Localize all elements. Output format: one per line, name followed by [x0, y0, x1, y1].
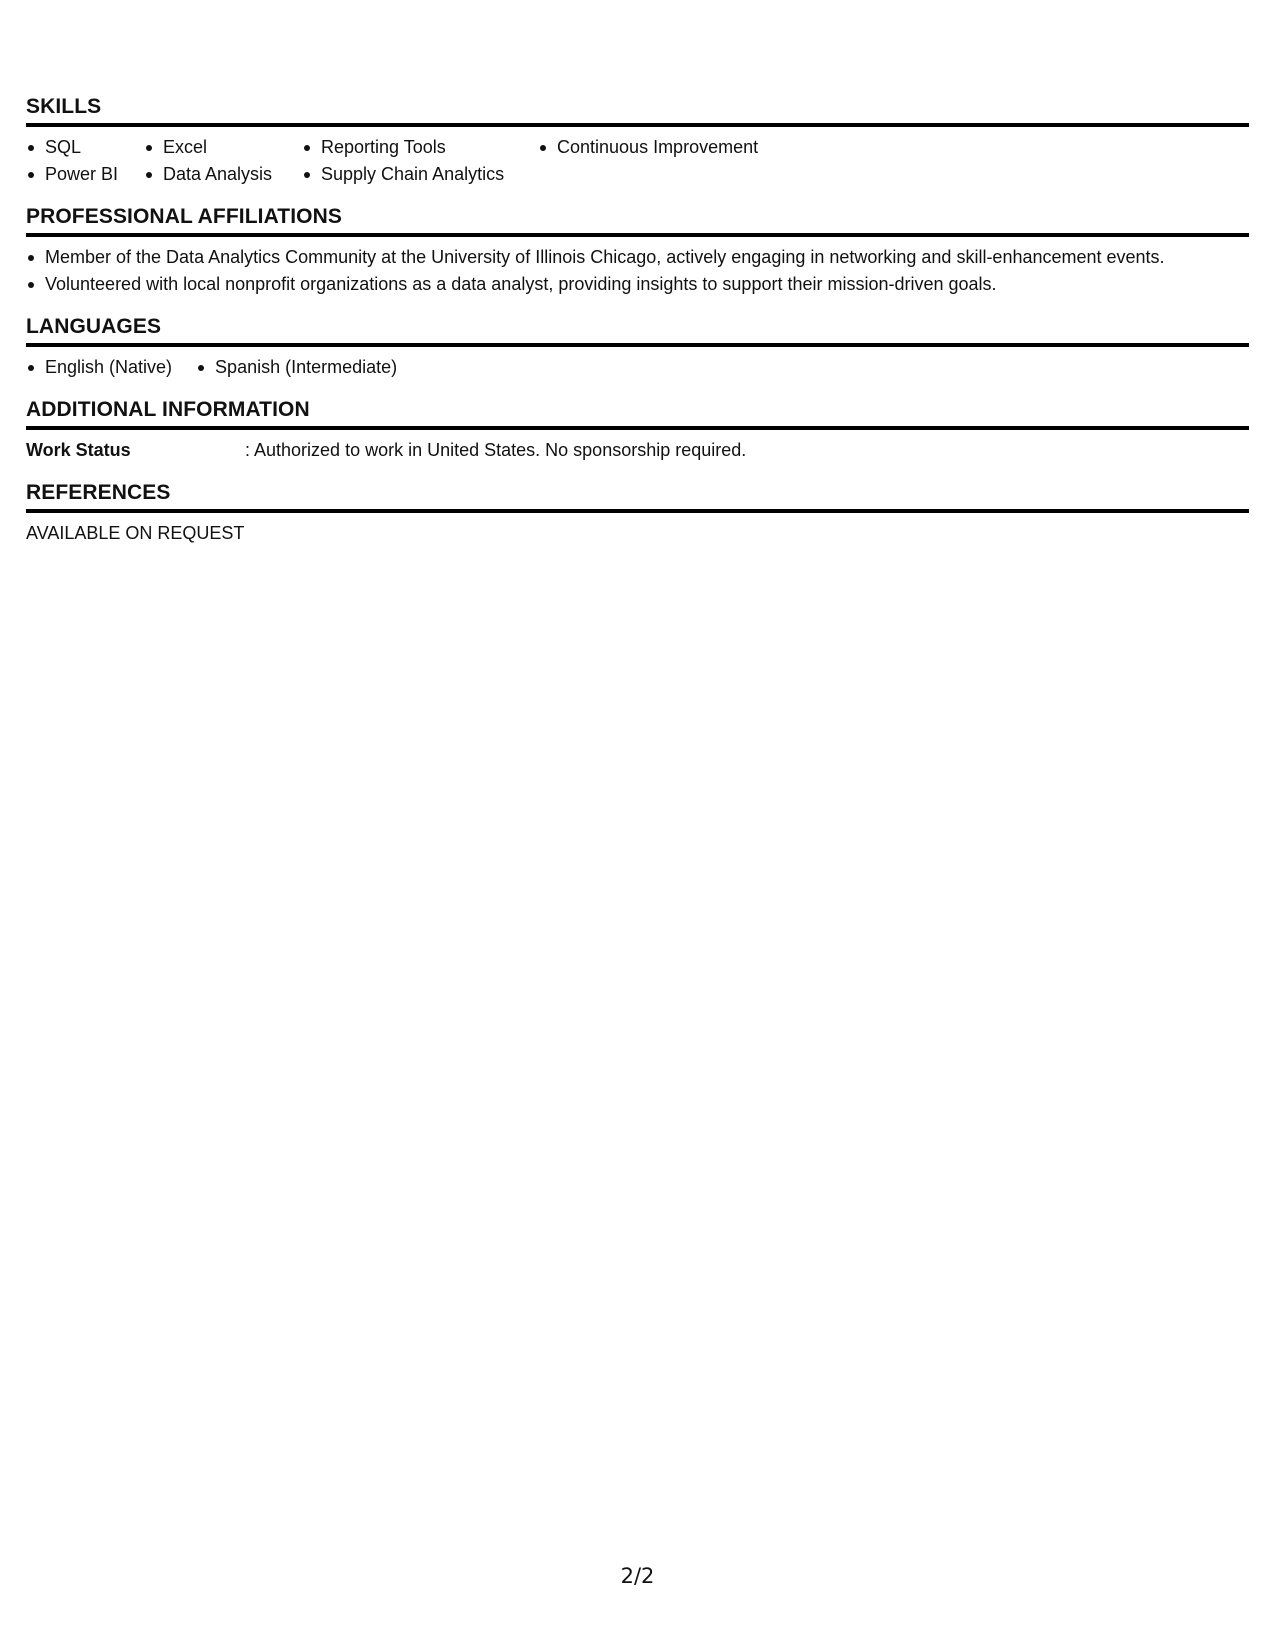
skills-list: [26, 134, 1249, 188]
affiliation-item: Volunteered with local nonprofit organizations as a data analyst, providing insights to support their mission-driven goals.: [26, 271, 1249, 298]
page-number: 2/2: [620, 1564, 655, 1588]
additional-info-heading: ADDITIONAL INFORMATION: [26, 398, 310, 421]
section-divider: [26, 233, 1249, 237]
affiliation-item: Member of the Data Analytics Community at the University of Illinois Chicago, actively engaging in networking and skill-enhancement events.: [26, 244, 1249, 271]
section-divider: [26, 343, 1249, 347]
language-item: English (Native): [26, 354, 172, 381]
skills-column-4: [538, 134, 838, 188]
affiliations-heading: PROFESSIONAL AFFILIATIONS: [26, 205, 342, 228]
skills-heading: SKILLS: [26, 95, 102, 118]
work-status-value: : Authorized to work in United States. No sponsorship required.: [245, 440, 747, 460]
references-heading: REFERENCES: [26, 481, 171, 504]
work-status-label: Work Status: [26, 440, 131, 460]
skills-column-3: [302, 134, 538, 188]
skill-item: Reporting Tools: [302, 134, 538, 161]
section-divider: [26, 123, 1249, 127]
skill-item: Excel: [144, 134, 302, 161]
references-text: AVAILABLE ON REQUEST: [26, 523, 245, 543]
languages-section: [26, 314, 1249, 381]
section-divider: [26, 509, 1249, 513]
work-status-row: [26, 437, 1249, 464]
languages-heading: LANGUAGES: [26, 315, 162, 338]
languages-list: [26, 354, 1249, 381]
skills-column-2: [144, 134, 302, 188]
additional-info-section: [26, 397, 1249, 464]
skill-item: Supply Chain Analytics: [302, 161, 538, 188]
affiliations-section: [26, 204, 1249, 298]
skills-section: [26, 94, 1249, 188]
section-divider: [26, 426, 1249, 430]
resume-page: [26, 94, 1249, 547]
skill-item: Data Analysis: [144, 161, 302, 188]
references-section: [26, 480, 1249, 547]
language-item: Spanish (Intermediate): [196, 354, 397, 381]
skill-item: SQL: [26, 134, 144, 161]
skill-item: Power BI: [26, 161, 144, 188]
skill-item: Continuous Improvement: [538, 134, 838, 161]
skills-column-1: [26, 134, 144, 188]
affiliations-list: [26, 244, 1249, 298]
